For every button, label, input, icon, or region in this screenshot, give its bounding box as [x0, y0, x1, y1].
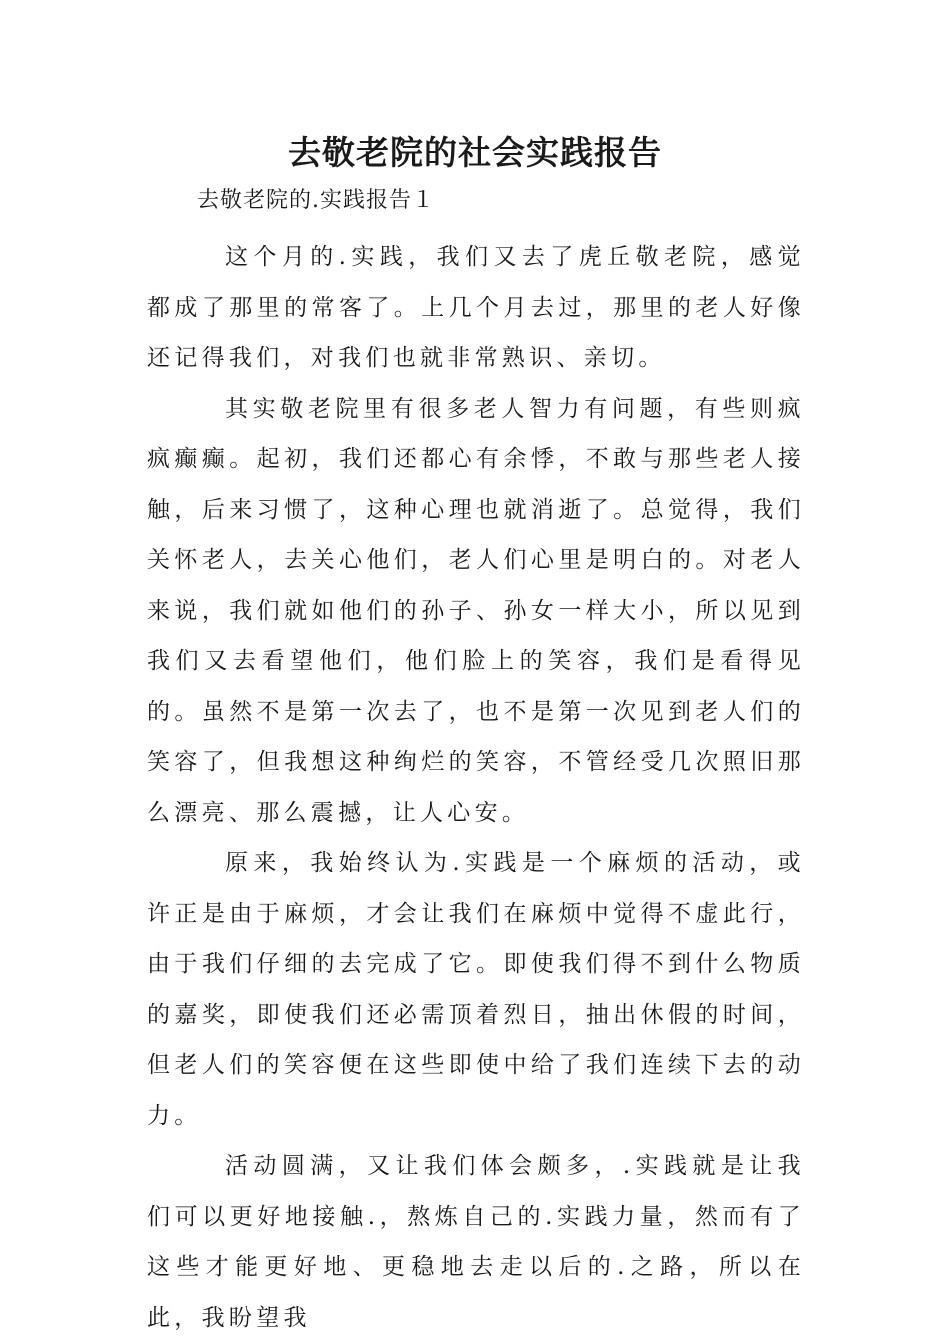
paragraph-4: 活动圆满，又让我们体会颇多，.实践就是让我们可以更好地接触.，熬炼自己的.实践力量，然而有了这些才能更好地、更稳地去走以后的.之路，所以在此，我盼望我: [147, 1153, 805, 1331]
document-body: [147, 232, 805, 1343]
paragraph-1: 这个月的.实践，我们又去了虎丘敬老院，感觉都成了那里的常客了。上几个月去过，那里的老人好像还记得我们，对我们也就非常熟识、亲切。: [147, 244, 805, 371]
paragraph-3: 原来，我始终认为.实践是一个麻烦的活动，或许正是由于麻烦，才会让我们在麻烦中觉得不虚此行，由于我们仔细的去完成了它。即使我们得不到什么物质的嘉奖，即使我们还必需顶着烈日，抽出休假的时间，但老人们的笑容便在这些即使中给了我们连续下去的动力。: [147, 850, 805, 1129]
paragraph-2: 其实敬老院里有很多老人智力有问题，有些则疯疯癫癫。起初，我们还都心有余悸，不敢与那些老人接触，后来习惯了，这种心理也就消逝了。总觉得，我们关怀老人，去关心他们，老人们心里是明白的。对老人来说，我们就如他们的孙子、孙女一样大小，所以见到我们又去看望他们，他们脸上的笑容，我们是看得见的。虽然不是第一次去了，也不是第一次见到老人们的笑容了，但我想这种绚烂的笑容，不管经受几次照旧那么漂亮、那么震撼，让人心安。: [147, 395, 805, 826]
document-title: 去敬老院的社会实践报告: [288, 133, 662, 172]
document-subtitle: 去敬老院的.实践报告１: [197, 188, 435, 213]
